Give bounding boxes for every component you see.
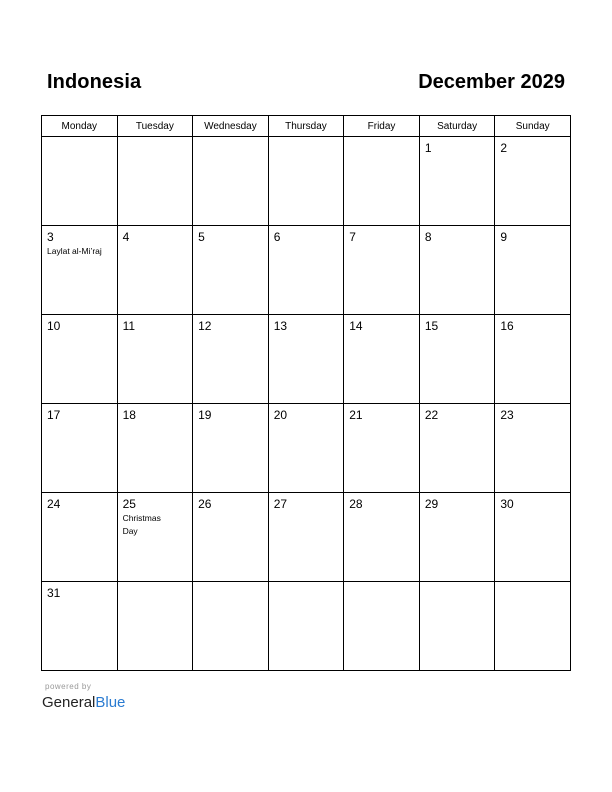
empty-day-cell (344, 582, 420, 671)
day-cell (193, 226, 269, 315)
day-cell (495, 493, 571, 582)
day-cell (495, 226, 571, 315)
weekday-header: Thursday (268, 116, 344, 137)
day-cell (42, 582, 118, 671)
day-cell (193, 493, 269, 582)
empty-day-cell (117, 582, 193, 671)
week-row (42, 137, 571, 226)
day-number: 25 (122, 497, 136, 511)
holiday-label: Laylat al-Mi’raj (47, 246, 102, 256)
day-cell (419, 226, 495, 315)
day-cell (268, 404, 344, 493)
day-number: 2 (500, 141, 508, 155)
empty-day-cell (419, 582, 495, 671)
weekday-header: Tuesday (117, 116, 193, 137)
empty-day-cell (268, 582, 344, 671)
day-cell (268, 315, 344, 404)
day-number: 28 (349, 497, 363, 511)
day-cell (344, 493, 420, 582)
day-number: 3 (47, 230, 54, 244)
weekday-header: Sunday (495, 116, 571, 137)
day-cell (42, 404, 118, 493)
day-cell (344, 404, 420, 493)
day-number: 16 (500, 319, 514, 333)
day-number: 15 (424, 319, 439, 333)
empty-day-cell (193, 582, 269, 671)
day-cell (117, 493, 193, 582)
day-cell (495, 137, 571, 226)
day-number: 26 (198, 497, 212, 511)
day-cell (193, 404, 269, 493)
powered-by-label: powered by (45, 682, 92, 691)
brand-general-text: General (42, 694, 96, 711)
week-row (42, 404, 571, 493)
brand-blue-text: Blue (95, 694, 126, 711)
empty-day-cell (495, 582, 571, 671)
empty-day-cell (344, 137, 420, 226)
empty-day-cell (117, 137, 193, 226)
generalblue-logo[interactable] (42, 694, 125, 711)
day-number: 4 (122, 230, 130, 244)
day-cell (495, 404, 571, 493)
day-number: 21 (349, 408, 363, 422)
weekday-header: Monday (42, 116, 118, 137)
day-number: 8 (424, 230, 432, 244)
week-row (42, 226, 571, 315)
day-number: 23 (500, 408, 514, 422)
holiday-label: Christmas Day (122, 513, 161, 536)
day-cell (268, 226, 344, 315)
day-number: 12 (198, 319, 212, 333)
week-row (42, 493, 571, 582)
day-number: 9 (500, 230, 508, 244)
day-number: 14 (349, 319, 363, 333)
day-cell (419, 137, 495, 226)
day-number: 18 (122, 408, 136, 422)
day-number: 22 (424, 408, 439, 422)
day-number: 19 (198, 408, 212, 422)
day-number: 5 (198, 230, 205, 244)
day-cell (42, 493, 118, 582)
day-number: 11 (122, 319, 136, 333)
day-number: 31 (47, 586, 61, 600)
empty-day-cell (42, 137, 118, 226)
calendar-grid (41, 115, 571, 671)
day-number: 27 (273, 497, 288, 511)
day-cell (419, 404, 495, 493)
empty-day-cell (268, 137, 344, 226)
day-cell (193, 315, 269, 404)
country-title: Indonesia (47, 71, 142, 93)
day-cell (419, 493, 495, 582)
day-cell (344, 315, 420, 404)
day-cell (117, 226, 193, 315)
weekday-header-row (42, 116, 571, 137)
day-cell (268, 493, 344, 582)
day-number: 1 (424, 141, 432, 155)
weekday-header: Friday (344, 116, 420, 137)
weekday-header: Wednesday (193, 116, 269, 137)
week-row (42, 582, 571, 671)
day-cell (117, 315, 193, 404)
day-number: 29 (424, 497, 439, 511)
day-cell (117, 404, 193, 493)
day-cell (42, 226, 118, 315)
empty-day-cell (193, 137, 269, 226)
day-number: 24 (47, 497, 61, 511)
day-number: 20 (273, 408, 288, 422)
day-number: 13 (273, 319, 288, 333)
weekday-header: Saturday (419, 116, 495, 137)
day-number: 10 (47, 319, 61, 333)
day-cell (419, 315, 495, 404)
day-cell (344, 226, 420, 315)
day-cell (495, 315, 571, 404)
day-number: 6 (273, 230, 281, 244)
week-row (42, 315, 571, 404)
day-number: 17 (47, 408, 61, 422)
month-title: December 2029 (418, 71, 565, 93)
day-number: 7 (349, 230, 356, 244)
day-number: 30 (500, 497, 514, 511)
day-cell (42, 315, 118, 404)
